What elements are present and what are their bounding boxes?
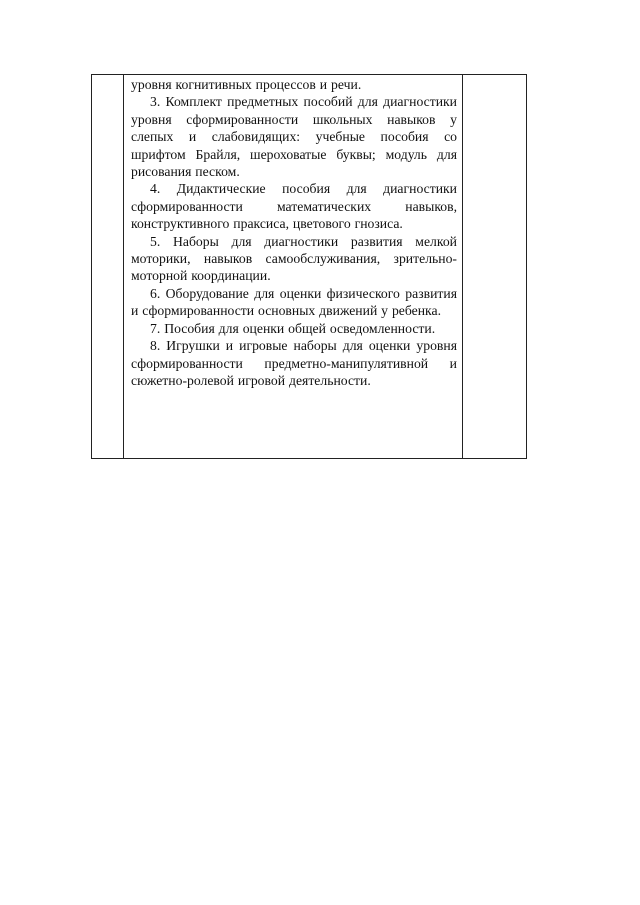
list-item-5: 5. Наборы для диагностики развития мелкой моторики, навыков самообслуживания, зрительно-моторной координации. — [131, 233, 457, 284]
list-item-7: 7. Пособия для оценки общей осведомленности. — [150, 320, 436, 336]
list-item-8: 8. Игрушки и игровые наборы для оценки уровня сформированности предметно-манипулятивной и сюжетно-ролевой игровой деятельности. — [131, 338, 457, 388]
table-cell-content — [124, 75, 463, 459]
list-item-4: 4. Дидактические пособия для диагностики сформированности математических навыков, конструктивного праксиса, цветового гнозиса. — [131, 181, 457, 232]
table-row — [92, 75, 527, 459]
list-item-6: 6. Оборудование для оценки физического развития и сформированности основных движений у ребенка. — [131, 285, 457, 319]
table-cell-left — [92, 75, 124, 459]
entry-continuation: уровня когнитивных процессов и речи. — [131, 77, 362, 92]
list-item-3: 3. Комплект предметных пособий для диагностики уровня сформированности школьных навыков у слепых и слабовидящих: учебные пособия со шрифтом Брайля, шероховатые буквы; модуль для рисования песком. — [131, 94, 457, 180]
equipment-table — [91, 74, 527, 459]
table-cell-right — [463, 75, 527, 459]
